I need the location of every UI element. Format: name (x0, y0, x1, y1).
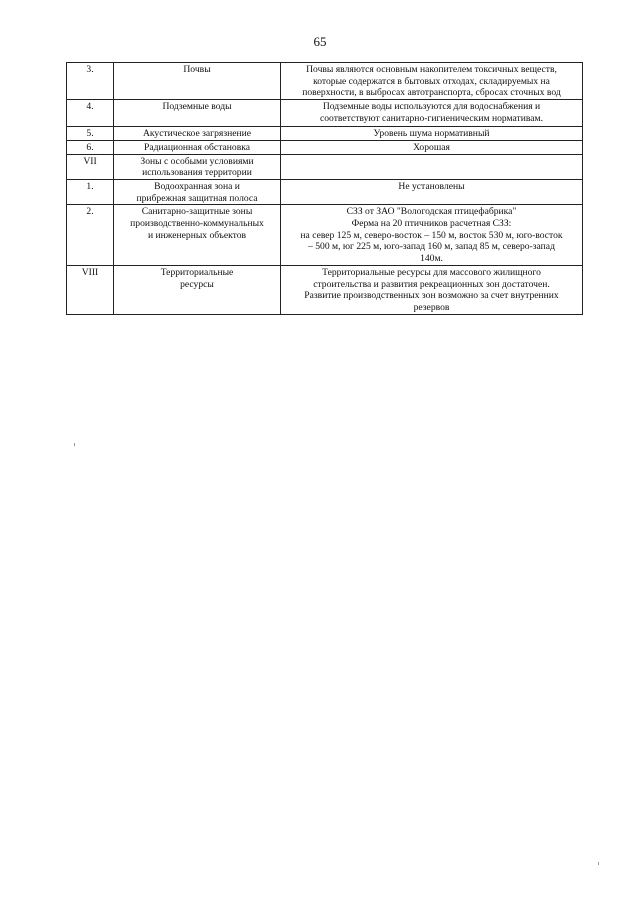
table-row-section-header (67, 265, 583, 314)
page-number: 65 (313, 34, 327, 49)
row-description-cell (281, 63, 583, 100)
row-name-text: Водоохранная зона и прибрежная защитная полоса (136, 180, 258, 204)
row-name-cell (114, 140, 281, 154)
row-name-text: Акустическое загрязнение (142, 128, 252, 140)
row-number-cell: VII (67, 154, 114, 179)
row-description-cell (281, 140, 583, 154)
row-number-cell: 5. (67, 127, 114, 141)
row-description-text: Уровень шума нормативный (373, 128, 490, 140)
row-number-cell: 3. (67, 63, 114, 100)
row-name-cell (114, 179, 281, 204)
row-name-text: Территориальные ресурсы (160, 266, 234, 290)
table-row (67, 100, 583, 127)
row-name-text: Зоны с особыми условиями использования территории (140, 155, 254, 179)
scan-speck (74, 443, 75, 446)
table-row-section-header (67, 154, 583, 179)
row-name-cell (114, 205, 281, 266)
row-name-cell (114, 127, 281, 141)
row-description-text: СЗЗ от ЗАО "Вологодская птицефабрика" Ферма на 20 птичников расчетная СЗЗ: на север 125 м, северо-восток – 150 м, восток 530 м, юго-восток – 500 м, юг 225 м, юго-запад 160 м, запад 85 м, северо-запад 140м. (300, 206, 563, 265)
table-row (67, 179, 583, 204)
row-number-cell: 4. (67, 100, 114, 127)
table-row (67, 140, 583, 154)
row-name-cell (114, 265, 281, 314)
row-name-text: Санитарно-защитные зоны производственно-коммунальных и инженерных объектов (130, 206, 264, 241)
row-description-cell (281, 100, 583, 127)
table-row (67, 205, 583, 266)
table-row (67, 127, 583, 141)
row-description-text: Не установлены (398, 180, 465, 192)
row-description-cell (281, 179, 583, 204)
row-name-cell (114, 63, 281, 100)
row-name-text: Подземные воды (162, 101, 232, 113)
row-description-cell (281, 154, 583, 179)
row-number-cell: 1. (67, 179, 114, 204)
row-description-text: Территориальные ресурсы для массового жилищного строительства и развития рекреационных зон достаточен. Развитие производственных зон возможно за счет внутренних резервов (304, 266, 559, 313)
table-row (67, 63, 583, 100)
row-number-cell: VIII (67, 265, 114, 314)
row-description-text: Хорошая (413, 141, 450, 153)
row-description-text: Подземные воды используются для водоснабжения и соответствуют санитарно-гигиеническим нормативам. (320, 101, 543, 124)
row-number-cell: 6. (67, 140, 114, 154)
scan-speck (598, 862, 599, 865)
row-name-text: Радиационная обстановка (143, 141, 250, 153)
row-name-cell (114, 100, 281, 127)
environment-table (66, 62, 583, 315)
row-number-cell: 2. (67, 205, 114, 266)
row-name-text: Почвы (183, 64, 211, 75)
row-description-text: Почвы являются основным накопителем токсичных веществ, которые содержатся в бытовых отходах, складируемых на поверхности, в выбросах автотранспорта, сбросах сточных вод (302, 64, 561, 99)
row-name-cell (114, 154, 281, 179)
row-description-cell (281, 265, 583, 314)
row-description-cell (281, 127, 583, 141)
row-description-cell (281, 205, 583, 266)
